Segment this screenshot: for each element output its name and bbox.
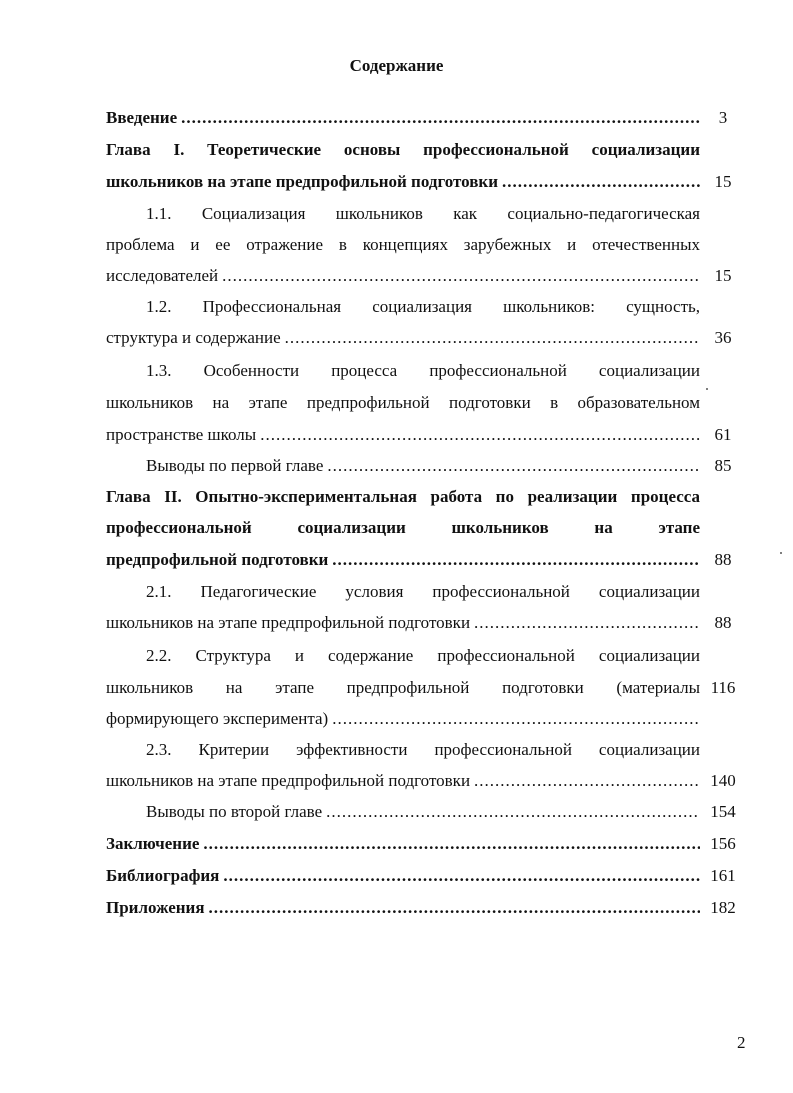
toc-page-number: 61	[714, 425, 732, 444]
toc-entry-text: формирующего эксперимента)	[106, 709, 329, 728]
toc-page-number: 15	[714, 172, 732, 191]
toc-entry-section-2-1-end[interactable]	[106, 613, 700, 633]
toc-entry-text: школьников на этапе предпрофильной подготовки	[106, 613, 471, 632]
toc-entry-section-1-3-cont[interactable]: школьников на этапе предпрофильной подготовки в образовательном	[106, 393, 700, 412]
toc-entry-text: исследователей	[106, 266, 219, 285]
toc-page-number: 88	[714, 613, 732, 632]
scan-speck	[706, 388, 708, 390]
toc-entry-section-2-3-end[interactable]	[106, 771, 700, 791]
toc-entry-text: школьников на этапе предпрофильной подготовки	[106, 771, 471, 790]
toc-page-number: 140	[710, 771, 736, 790]
toc-entry-section-2-1[interactable]: 2.1. Педагогические условия профессиональной социализации	[146, 582, 700, 601]
toc-page-number: 156	[710, 834, 736, 853]
toc-entry-text: Заключение	[106, 834, 200, 853]
toc-title: Содержание	[349, 56, 444, 75]
toc-entry-section-1-1-cont[interactable]: проблема и ее отражение в концепциях зарубежных и отечественных	[106, 235, 700, 254]
toc-entry-section-1-2[interactable]: 1.2. Профессиональная социализация школьников: сущность,	[146, 297, 700, 316]
toc-page-number: 15	[714, 266, 732, 285]
toc-entry-text: Выводы по второй главе	[146, 802, 323, 821]
toc-entry-text: школьников на этапе предпрофильной подготовки	[106, 172, 499, 191]
toc-page-number: 116	[710, 678, 736, 697]
toc-entry-text: предпрофильной подготовки	[106, 550, 329, 569]
toc-entry-text: структура и содержание	[106, 328, 281, 347]
toc-entry-section-2-2-end[interactable]	[106, 709, 700, 729]
toc-entry-section-2-2-cont[interactable]: школьников на этапе предпрофильной подготовки (материалы	[106, 678, 700, 697]
toc-entry-text: Введение	[106, 108, 178, 127]
toc-entry-chapter-2-end[interactable]	[106, 550, 700, 570]
toc-entry-section-2-3[interactable]: 2.3. Критерии эффективности профессиональной социализации	[146, 740, 700, 759]
toc-entry-appendices[interactable]	[106, 898, 700, 918]
toc-entry-bibliography[interactable]	[106, 866, 700, 886]
toc-page-number: 88	[714, 550, 732, 569]
toc-entry-text: Библиография	[106, 866, 220, 885]
toc-entry-section-1-2-end[interactable]	[106, 328, 700, 348]
toc-entry-text: Приложения	[106, 898, 205, 917]
toc-entry-conclusion[interactable]	[106, 834, 700, 854]
toc-entry-section-2-2[interactable]: 2.2. Структура и содержание профессиональной социализации	[146, 646, 700, 665]
toc-entry-section-1-1-end[interactable]	[106, 266, 700, 286]
toc-page-number: 36	[714, 328, 732, 347]
toc-entry-section-1-3-end[interactable]	[106, 425, 700, 445]
toc-entry-introduction[interactable]	[106, 108, 700, 128]
toc-entry-chapter-2[interactable]: Глава II. Опытно-экспериментальная работа по реализации процесса	[106, 487, 700, 506]
toc-entry-section-1-3[interactable]: 1.3. Особенности процесса профессиональной социализации	[146, 361, 700, 380]
toc-entry-chapter-2-cont[interactable]: профессиональной социализации школьников на этапе	[106, 518, 700, 537]
page-number: 2	[737, 1033, 746, 1052]
toc-entry-text: Выводы по первой главе	[146, 456, 324, 475]
scan-speck	[780, 552, 782, 554]
toc-entry-chapter-1[interactable]: Глава I. Теоретические основы профессиональной социализации	[106, 140, 700, 159]
toc-page-number: 3	[718, 108, 728, 127]
toc-page-number: 161	[710, 866, 736, 885]
toc-entry-section-1-1[interactable]: 1.1. Социализация школьников как социально-педагогическая	[146, 204, 700, 223]
toc-entry-chapter-2-conclusions[interactable]	[146, 802, 700, 822]
toc-entry-text: пространстве школы	[106, 425, 257, 444]
toc-page-number: 154	[710, 802, 736, 821]
toc-page-number: 85	[714, 456, 732, 475]
toc-entry-chapter-1-conclusions[interactable]	[146, 456, 700, 476]
toc-page-number: 182	[710, 898, 736, 917]
toc-entry-chapter-1-cont[interactable]	[106, 172, 700, 192]
